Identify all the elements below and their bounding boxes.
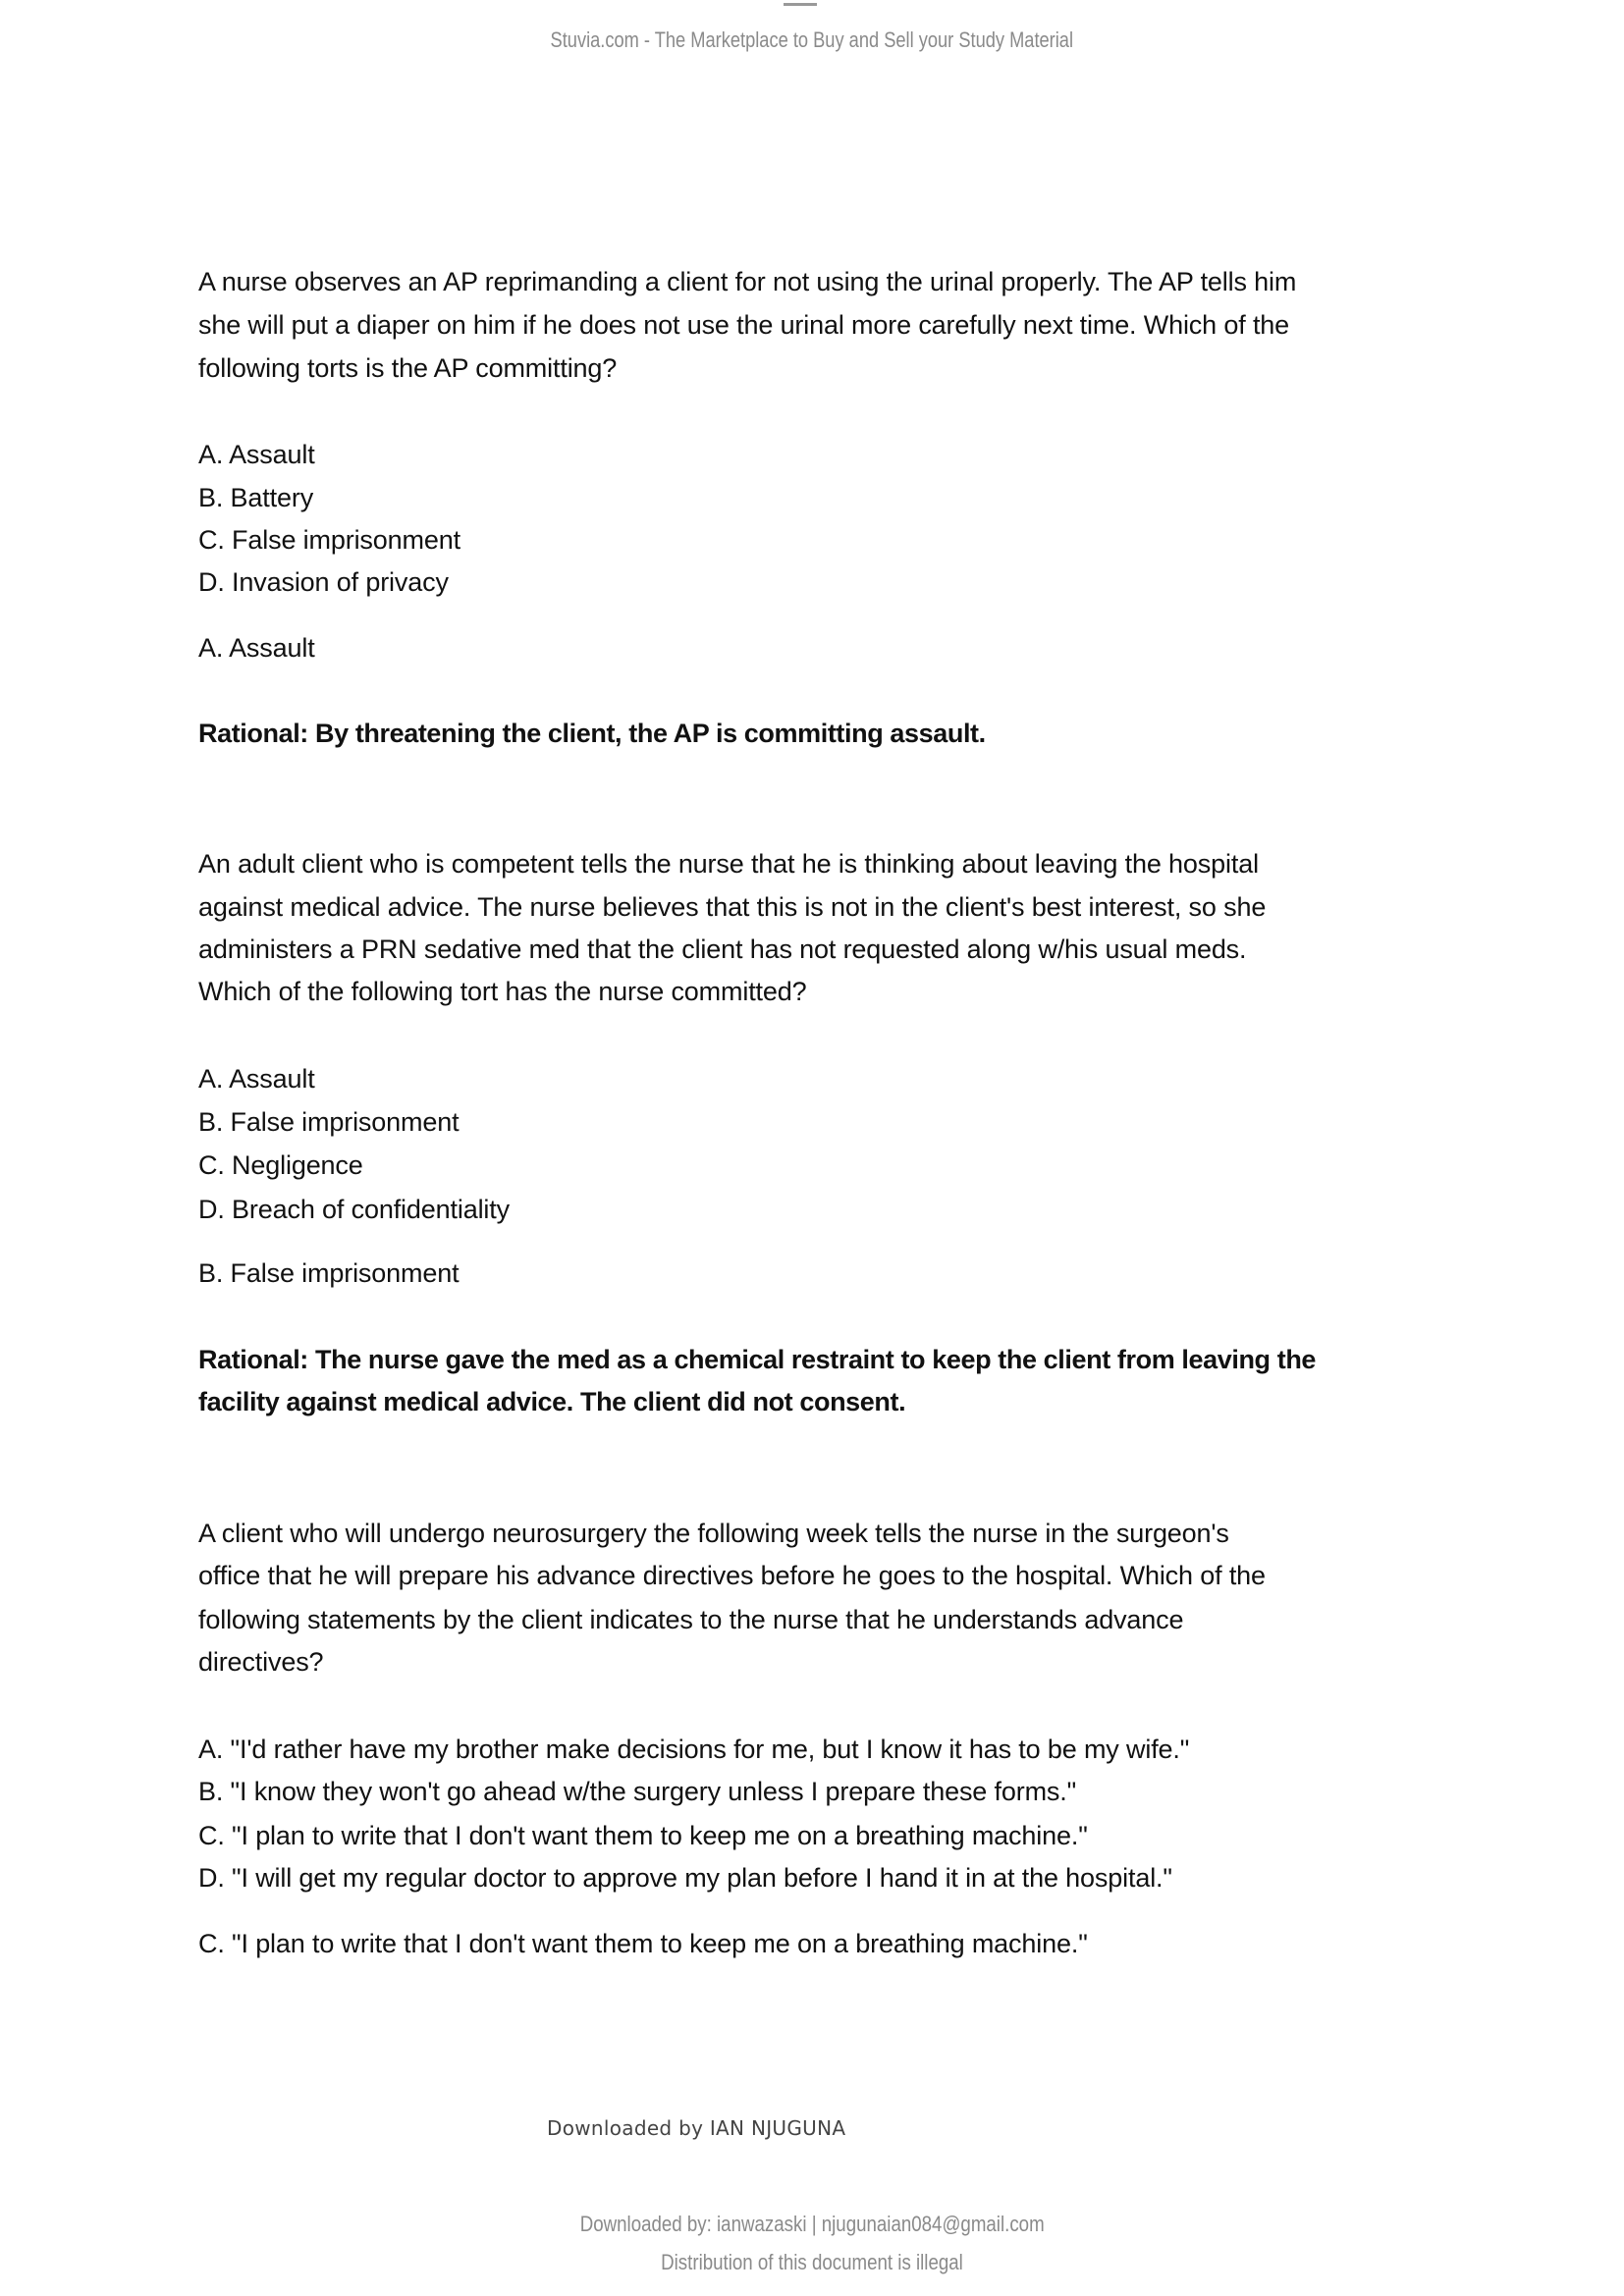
- question-stem-line: following torts is the AP committing?: [198, 353, 618, 383]
- stuvia-header-banner: [0, 29, 1624, 51]
- question-stem-line: Which of the following tort has the nurse committed?: [198, 977, 807, 1006]
- option-b: B. "I know they won't go ahead w/the surgery unless I prepare these forms.": [198, 1777, 1077, 1806]
- option-b: B. Battery: [198, 483, 314, 512]
- option-a: A. Assault: [198, 1064, 315, 1094]
- download-account-text: Downloaded by: ianwazaski | njugunaian084@gmail.com: [579, 2212, 1045, 2236]
- rationale-line: facility against medical advice. The client did not consent.: [198, 1387, 906, 1416]
- header-banner-text: Stuvia.com - The Marketplace to Buy and Sell your Study Material: [550, 27, 1074, 52]
- question-stem-line: A client who will undergo neurosurgery the following week tells the nurse in the surgeon's: [198, 1519, 1229, 1548]
- question-stem-line: A nurse observes an AP reprimanding a client for not using the urinal properly. The AP tells him: [198, 267, 1297, 296]
- option-b: B. False imprisonment: [198, 1107, 460, 1137]
- option-c: C. "I plan to write that I don't want them to keep me on a breathing machine.": [198, 1821, 1088, 1850]
- top-watermark-mark: [784, 3, 817, 6]
- question-stem-line: against medical advice. The nurse believes that this is not in the client's best interest, so she: [198, 892, 1267, 922]
- option-d: D. "I will get my regular doctor to approve my plan before I hand it in at the hospital.": [198, 1863, 1172, 1893]
- downloaded-by-label: Downloaded by IAN NJUGUNA: [547, 2116, 846, 2140]
- question-stem-line: office that he will prepare his advance directives before he goes to the hospital. Which of the: [198, 1561, 1266, 1590]
- question-stem-line: following statements by the client indicates to the nurse that he understands advance: [198, 1605, 1184, 1634]
- question-stem-line: An adult client who is competent tells the nurse that he is thinking about leaving the hospital: [198, 849, 1259, 879]
- distribution-notice: [0, 2252, 1624, 2273]
- option-d: D. Invasion of privacy: [198, 567, 449, 597]
- option-d: D. Breach of confidentiality: [198, 1195, 510, 1224]
- option-a: A. "I'd rather have my brother make decisions for me, but I know it has to be my wife.": [198, 1735, 1190, 1764]
- question-stem-line: she will put a diaper on him if he does not use the urinal more carefully next time. Which of the: [198, 310, 1290, 340]
- rationale: Rational: By threatening the client, the AP is committing assault.: [198, 719, 986, 748]
- answer: B. False imprisonment: [198, 1258, 460, 1288]
- option-c: C. Negligence: [198, 1150, 363, 1180]
- option-c: C. False imprisonment: [198, 525, 460, 555]
- rationale-line: Rational: The nurse gave the med as a chemical restraint to keep the client from leaving the: [198, 1345, 1317, 1374]
- download-account-line: [0, 2214, 1624, 2235]
- distribution-notice-text: Distribution of this document is illegal: [661, 2250, 963, 2274]
- question-stem-line: directives?: [198, 1647, 324, 1677]
- answer: A. Assault: [198, 633, 315, 663]
- question-stem-line: administers a PRN sedative med that the client has not requested along w/his usual meds.: [198, 934, 1247, 964]
- answer: C. "I plan to write that I don't want them to keep me on a breathing machine.": [198, 1929, 1088, 1958]
- option-a: A. Assault: [198, 440, 315, 469]
